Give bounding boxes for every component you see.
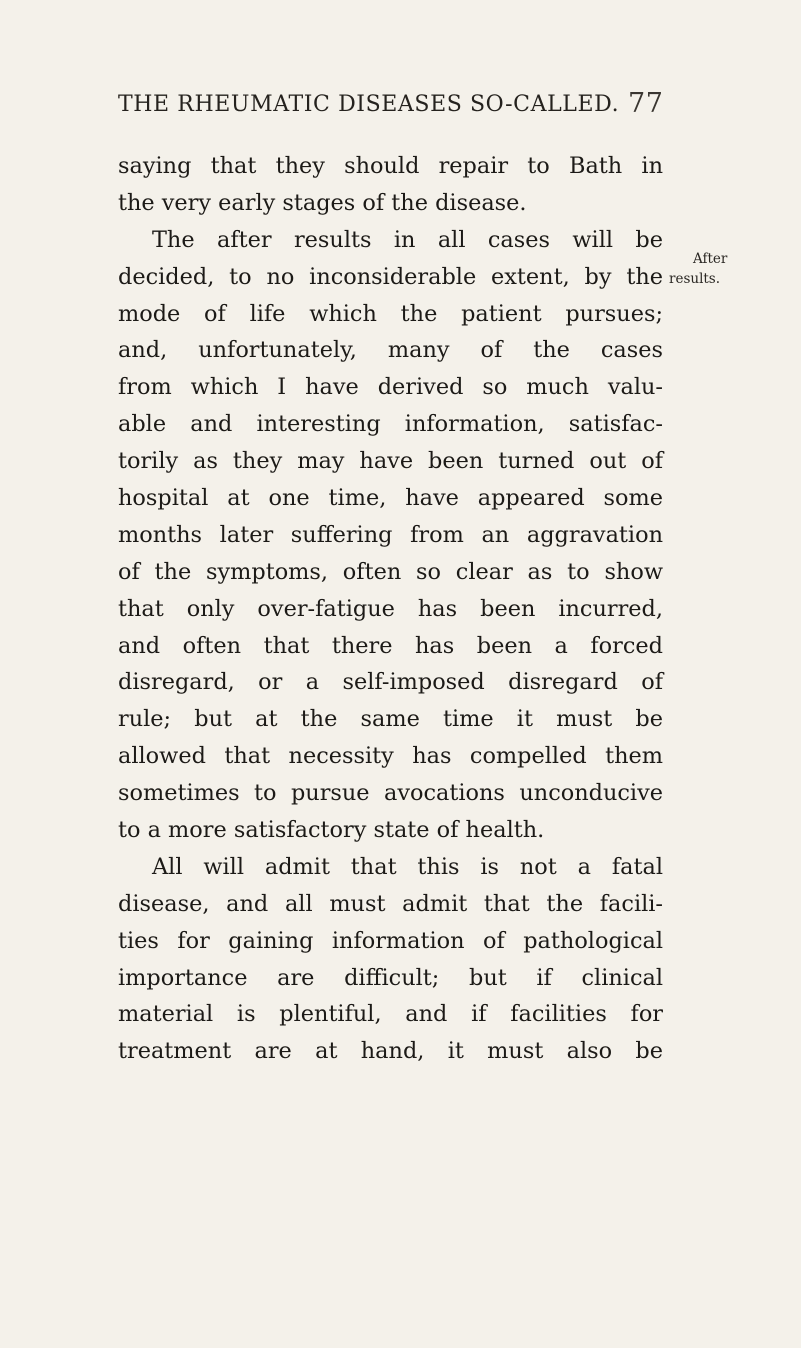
- marginal-note: [669, 249, 797, 289]
- marginal-note-line-1: After: [693, 251, 728, 267]
- body-text: [118, 148, 663, 1070]
- text-line: from which I have derived so much valu-: [118, 374, 663, 401]
- text-line: allowed that necessity has compelled them: [118, 743, 663, 770]
- text-line: the very early stages of the disease.: [118, 189, 527, 216]
- text-line: ties for gaining information of pathological: [118, 927, 663, 954]
- text-line: able and interesting information, satisfac-: [118, 411, 663, 438]
- text-line: of the symptoms, often so clear as to show: [118, 558, 663, 585]
- running-head-title: THE RHEUMATIC DISEASES SO-CALLED.: [118, 92, 620, 117]
- text-line: saying that they should repair to Bath in: [118, 153, 663, 179]
- text-line: to a more satisfactory state of health.: [118, 817, 545, 844]
- text-line: disease, and all must admit that the facili-: [118, 890, 663, 917]
- text-line: mode of life which the patient pursues;: [118, 300, 663, 327]
- text-line: material is plentiful, and if facilities for: [118, 1001, 663, 1028]
- marginal-note-line-2: results.: [669, 271, 721, 287]
- paragraph-start-line: All will admit that this is not a fatal: [152, 853, 663, 880]
- text-line: hospital at one time, have appeared some: [118, 485, 663, 512]
- text-line: and, unfortunately, many of the cases: [118, 337, 663, 364]
- text-line: importance are difficult; but if clinical: [118, 964, 663, 991]
- paragraph-start-line: The after results in all cases will be: [152, 226, 663, 253]
- text-line: torily as they may have been turned out of: [118, 448, 663, 475]
- text-line: months later suffering from an aggravation: [118, 521, 663, 548]
- text-line: that only over-fatigue has been incurred,: [118, 595, 663, 622]
- text-line: treatment are at hand, it must also be: [118, 1038, 663, 1065]
- text-line: decided, to no inconsiderable extent, by the: [118, 263, 663, 290]
- page-number: 77: [628, 88, 664, 119]
- text-line: rule; but at the same time it must be: [118, 706, 663, 733]
- text-line: disregard, or a self-imposed disregard of: [118, 669, 663, 696]
- running-head: [118, 88, 664, 119]
- text-line: and often that there has been a forced: [118, 632, 663, 659]
- text-line: sometimes to pursue avocations unconducive: [118, 780, 663, 807]
